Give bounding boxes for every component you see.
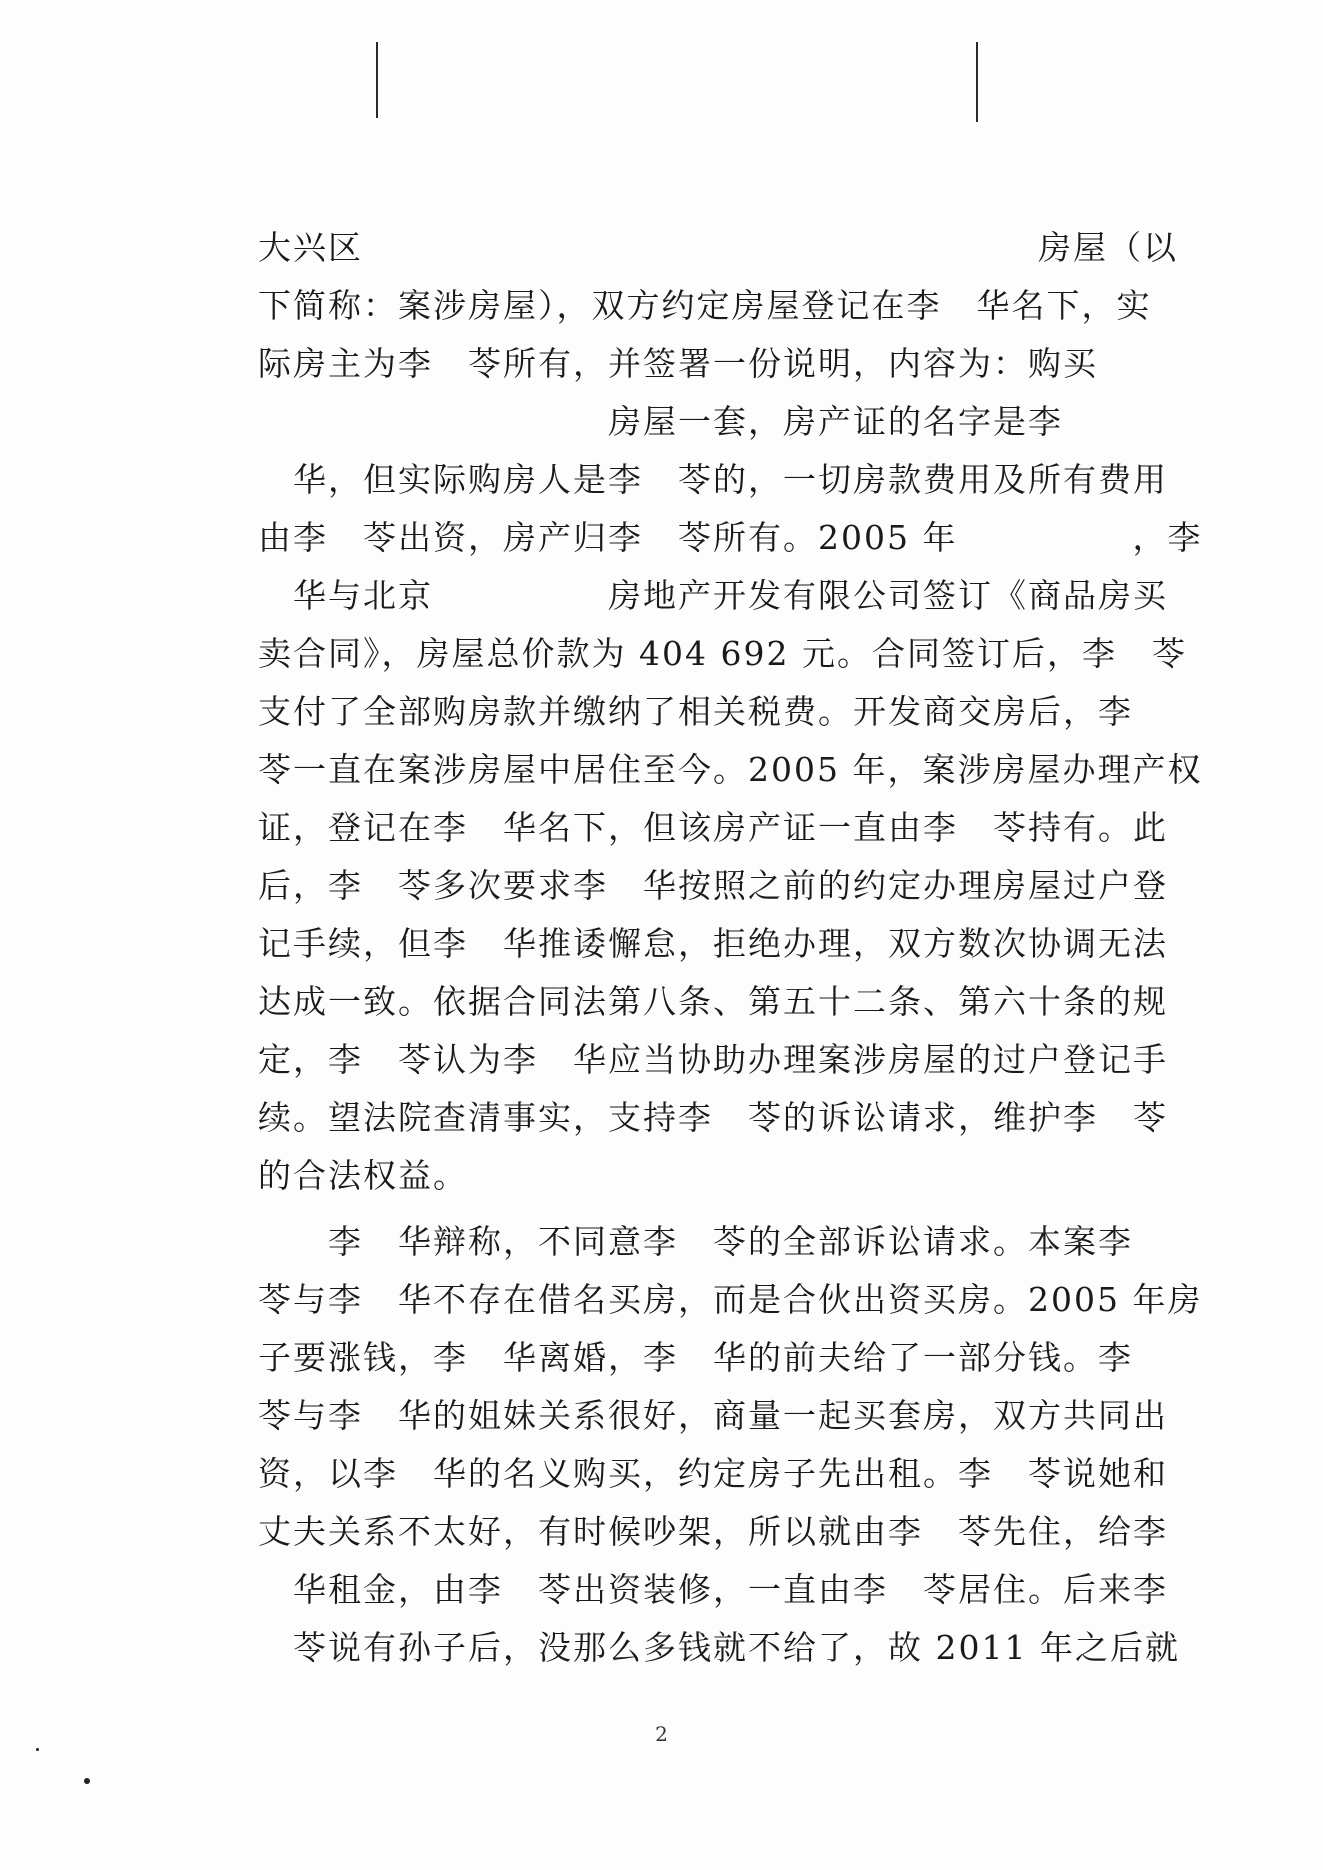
text-line: 华租金，由李 苓出资装修，一直由李 苓居住。后来李: [258, 1570, 1168, 1609]
binding-mark-left: [376, 42, 378, 118]
text-line: 支付了全部购房款并缴纳了相关税费。开发商交房后，李: [258, 692, 1133, 731]
text-line: 的合法权益。: [258, 1156, 468, 1195]
text-line: 卖合同》，房屋总价款为 404 692 元。合同签订后，李 苓: [258, 634, 1187, 673]
text-line: 华与北京 房地产开发有限公司签订《商品房买: [258, 576, 1168, 615]
text-line: 苓与李 华不存在借名买房，而是合伙出资买房。2005 年房: [258, 1280, 1203, 1319]
page-number: 2: [655, 1722, 668, 1746]
text-line: 苓与李 华的姐妹关系很好，商量一起买套房，双方共同出: [258, 1396, 1168, 1435]
scan-speck: [84, 1778, 90, 1784]
text-line: 由李 苓出资，房产归李 苓所有。2005 年 ，李: [258, 518, 1203, 557]
text-line: 后，李 苓多次要求李 华按照之前的约定办理房屋过户登: [258, 866, 1168, 905]
text-line: 大兴区: [258, 228, 363, 267]
text-line: 续。望法院查清事实，支持李 苓的诉讼请求，维护李 苓: [258, 1098, 1168, 1137]
text-line: 记手续，但李 华推诿懈怠，拒绝办理，双方数次协调无法: [258, 924, 1168, 963]
text-line: 苓说有孙子后，没那么多钱就不给了，故 2011 年之后就: [258, 1628, 1180, 1667]
text-line: 子要涨钱，李 华离婚，李 华的前夫给了一部分钱。李: [258, 1338, 1133, 1377]
text-line: 达成一致。依据合同法第八条、第五十二条、第六十条的规: [258, 982, 1168, 1021]
scan-speck: [36, 1748, 39, 1751]
text-line: 证，登记在李 华名下，但该房产证一直由李 苓持有。此: [258, 808, 1168, 847]
binding-mark-right: [976, 42, 978, 122]
text-line: 李 华辩称，不同意李 苓的全部诉讼请求。本案李: [258, 1222, 1133, 1261]
text-line: 华，但实际购房人是李 苓的，一切房款费用及所有费用: [258, 460, 1168, 499]
text-line: 定，李 苓认为李 华应当协助办理案涉房屋的过户登记手: [258, 1040, 1168, 1079]
text-line: 丈夫关系不太好，有时候吵架，所以就由李 苓先住，给李: [258, 1512, 1168, 1551]
text-line: 房屋（以: [1038, 228, 1178, 267]
text-line: 资，以李 华的名义购买，约定房子先出租。李 苓说她和: [258, 1454, 1168, 1493]
text-line: 际房主为李 苓所有，并签署一份说明，内容为：购买: [258, 344, 1098, 383]
text-line: 房屋一套，房产证的名字是李: [258, 402, 1063, 441]
text-line: 下简称：案涉房屋），双方约定房屋登记在李 华名下，实: [258, 286, 1152, 325]
text-line: 苓一直在案涉房屋中居住至今。2005 年，案涉房屋办理产权: [258, 750, 1203, 789]
